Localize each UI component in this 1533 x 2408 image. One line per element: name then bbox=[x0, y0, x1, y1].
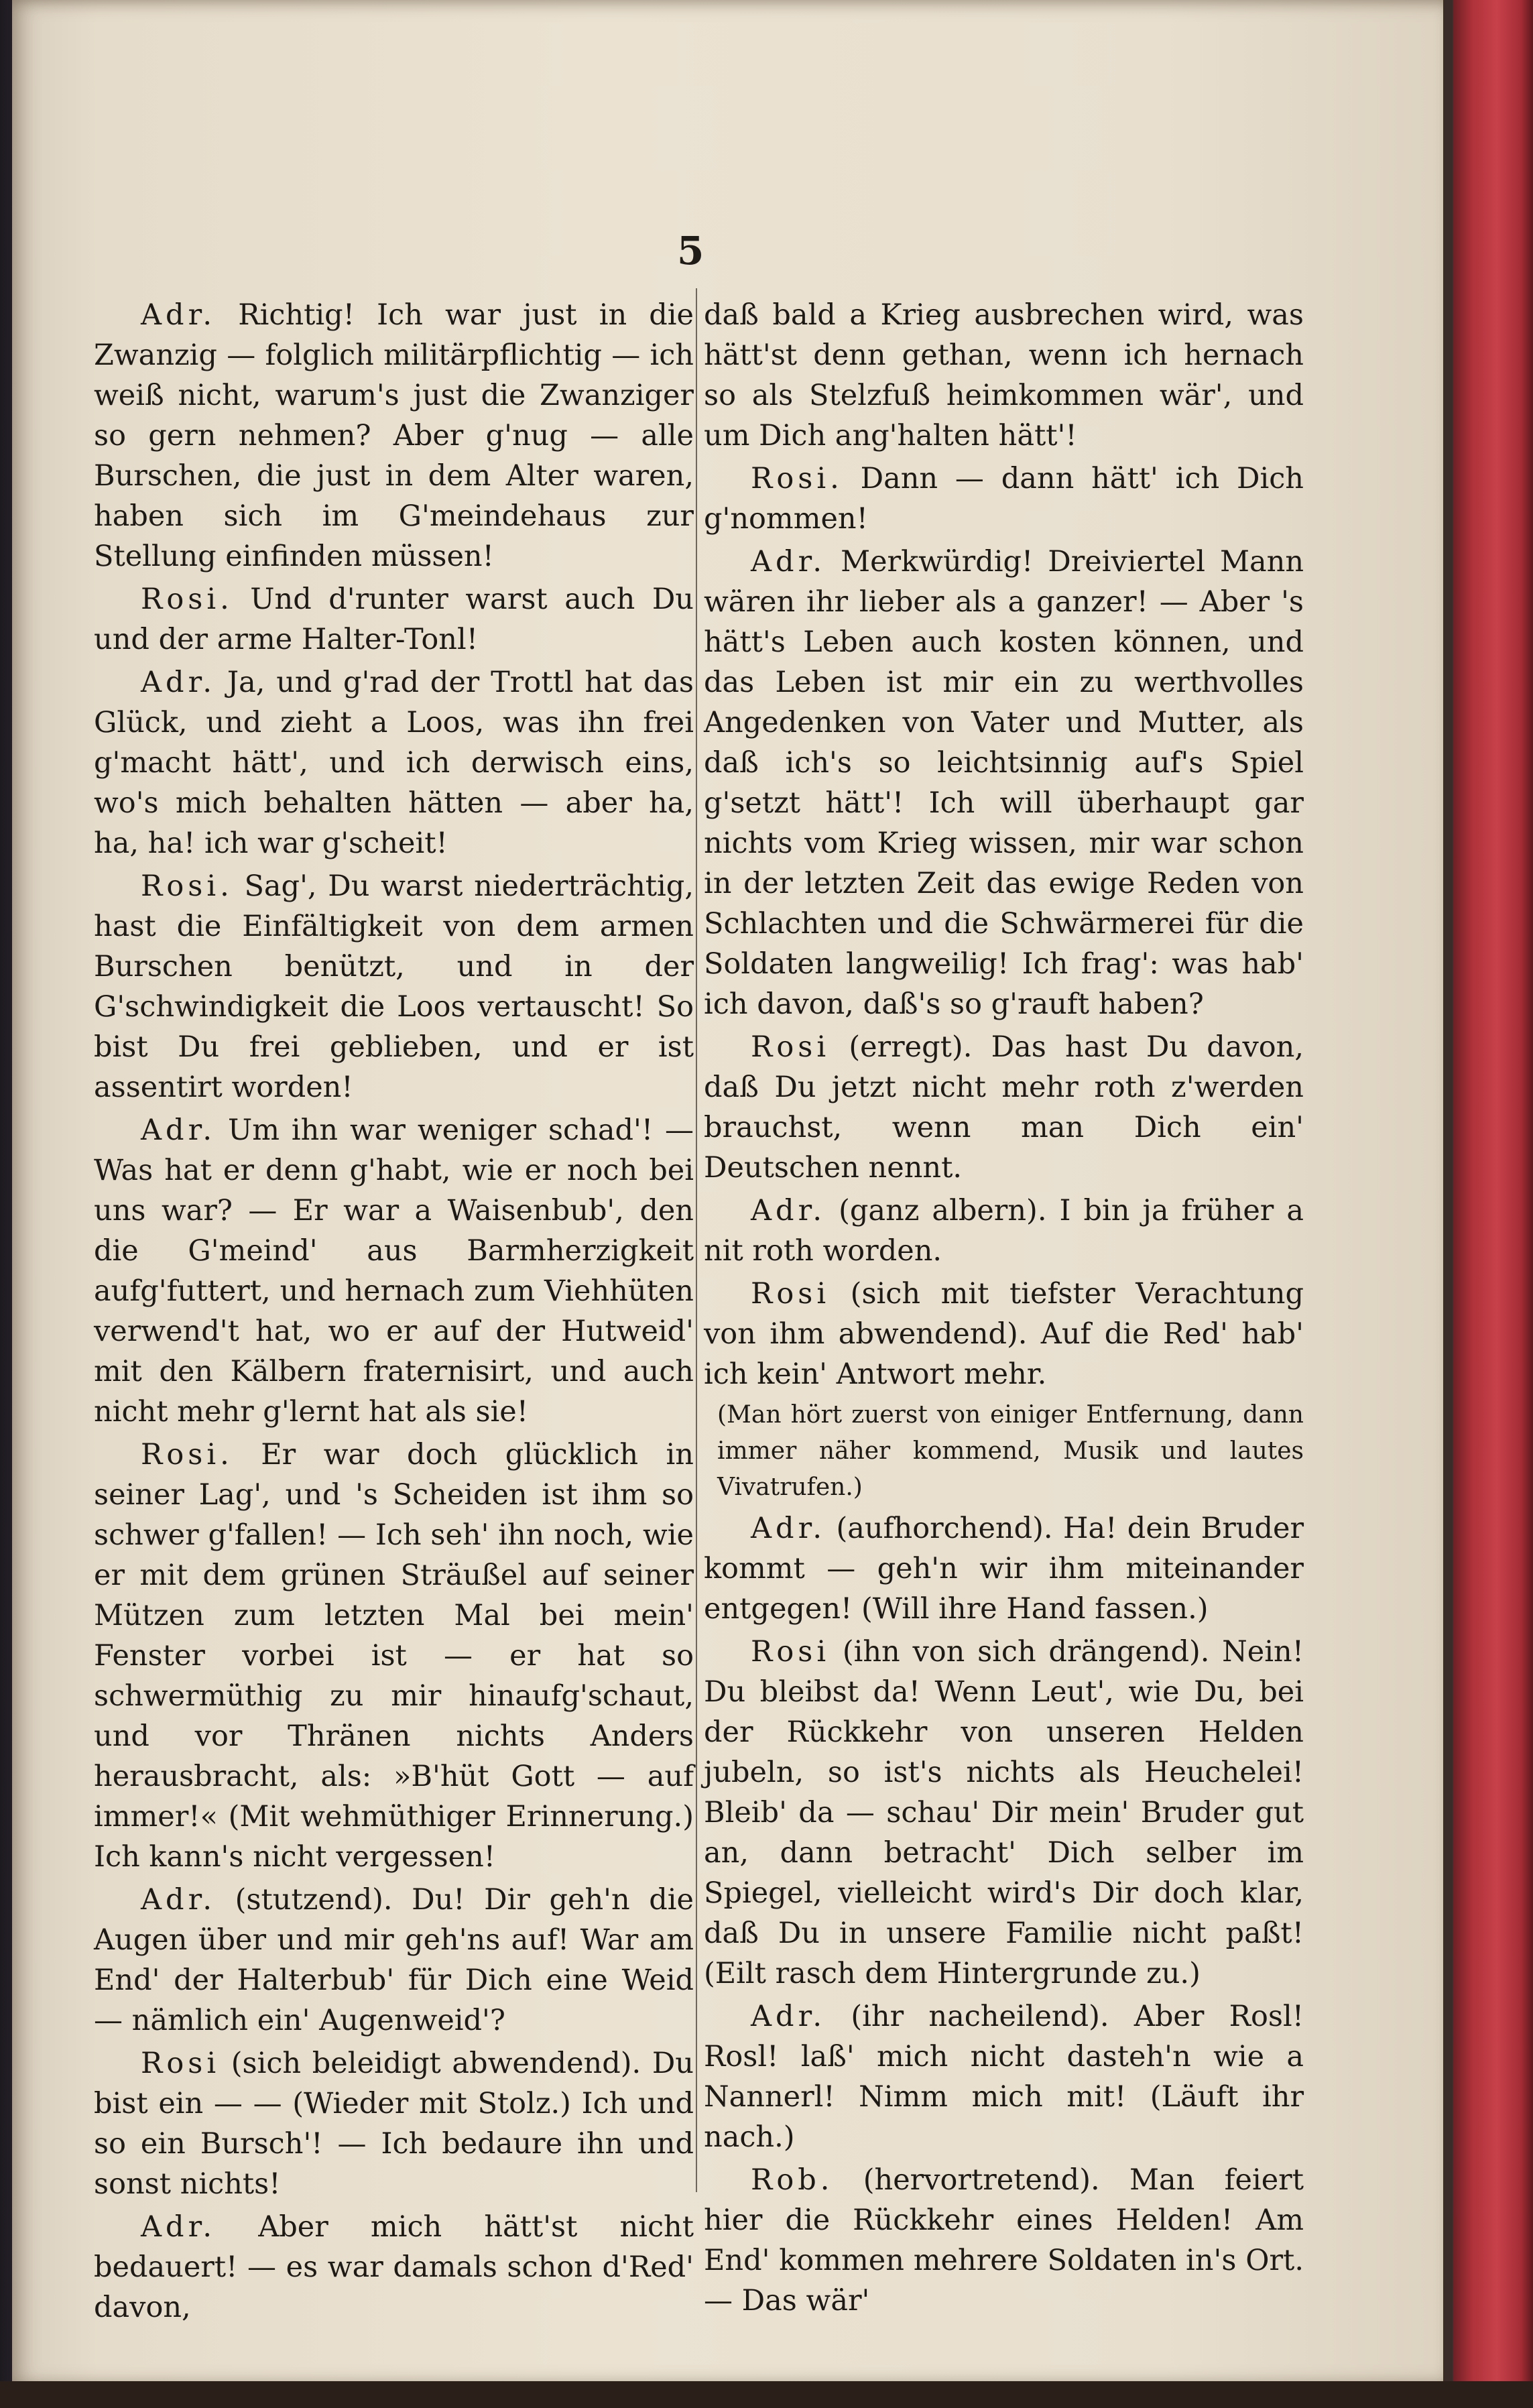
dialogue-line bbox=[94, 295, 694, 577]
right-column bbox=[704, 295, 1304, 2324]
dialogue-line bbox=[94, 662, 694, 863]
speaker-label: Adr. bbox=[141, 666, 217, 699]
stage-direction bbox=[704, 1397, 1304, 1506]
dialogue-text: (erregt). Das hast Du davon, daß Du jetzt nicht mehr roth z'werden brauchst, wenn man Dich ein' Deutschen nennt. bbox=[704, 1030, 1304, 1185]
left-column bbox=[94, 295, 694, 2330]
speaker-label: Rosi bbox=[751, 1277, 831, 1311]
dialogue-line bbox=[94, 2043, 694, 2204]
dialogue-continuation bbox=[704, 295, 1304, 456]
speaker-label: Adr. bbox=[141, 1113, 217, 1147]
dialogue-text: (sich mit tiefster Verachtung von ihm abwendend). Auf die Red' hab' ich kein' Antwort mehr. bbox=[704, 1277, 1304, 1391]
speaker-label: Adr. bbox=[751, 1512, 826, 1545]
dialogue-text: (stutzend). Du! Dir geh'n die Augen über und mir geh'ns auf! War am End' der Halterbub' für Dich eine Weid — nämlich ein' Augenweid'? bbox=[94, 1883, 694, 2037]
dialogue-text: (ganz albern). I bin ja früher a nit roth worden. bbox=[704, 1194, 1304, 1268]
dialogue-line bbox=[704, 1996, 1304, 2157]
dialogue-line bbox=[704, 542, 1304, 1024]
speaker-label: Adr. bbox=[141, 298, 217, 332]
dialogue-text: Aber mich hätt'st nicht bedauert! — es war damals schon d'Red' davon, bbox=[94, 2210, 694, 2324]
dialogue-text: Sag', Du warst niederträchtig, hast die Einfältigkeit von dem armen Burschen benützt, und in der G'schwindigkeit die Loos vertauscht! So bist Du frei geblieben, und er ist assentirt worden! bbox=[94, 869, 694, 1104]
dialogue-text: Und d'runter warst auch Du und der arme Halter-Tonl! bbox=[94, 583, 694, 656]
dialogue-line bbox=[94, 1435, 694, 1877]
dialogue-text: Merkwürdig! Dreiviertel Mann wären ihr lieber als a ganzer! — Aber 's hätt's Leben auch kosten können, und das Leben ist mir ein zu werthvolles Angedenken von Vater und Mutter, als daß ich's so leichtsinnig auf's Spiel g'setzt hätt'! Ich will überhaupt gar nichts vom Krieg wissen, mir war schon in der letzten Zeit das ewige Reden von Schlachten und die Schwärmerei für die Soldaten langweilig! Ich frag': was hab' ich davon, daß's so g'rauft haben? bbox=[704, 545, 1304, 1021]
dialogue-text: Ja, und g'rad der Trottl hat das Glück, und zieht a Loos, was ihn frei g'macht hätt', und ich derwisch eins, wo's mich behalten hätten — aber ha, ha, ha! ich war g'scheit! bbox=[94, 666, 694, 860]
dialogue-text: Dann — dann hätt' ich Dich g'nommen! bbox=[704, 462, 1304, 536]
dialogue-text: (ihn von sich drängend). Nein! Du bleibst da! Wenn Leut', wie Du, bei der Rückkehr von unseren Helden jubeln, so ist's nichts als Heuchelei! Bleib' da — schau' Dir mein' Bruder gut an, dann betracht' Dich selber im Spiegel, vielleicht wird's Dir doch klar, daß Du in unsere Familie nicht paßt! (Eilt rasch dem Hintergrunde zu.) bbox=[704, 1635, 1304, 1990]
dialogue-line bbox=[704, 1508, 1304, 1629]
speaker-label: Adr. bbox=[751, 2000, 826, 2033]
page-number: 5 bbox=[677, 228, 704, 274]
dialogue-text: Er war doch glücklich in seiner Lag', und 's Scheiden ist ihm so schwer g'fallen! — Ich seh' ihn noch, wie er mit dem grünen Sträußel auf seiner Mützen zum letzten Mal bei mein' Fenster vorbei ist — er hat so schwermüthig zu mir hinaufg'schaut, und vor Thränen nichts Anders herausbracht, als: »B'hüt Gott — auf immer!« (Mit wehmüthiger Erinnerung.) Ich kann's nicht vergessen! bbox=[94, 1438, 694, 1874]
speaker-label: Rob. bbox=[751, 2163, 834, 2197]
dialogue-text: Um ihn war weniger schad'! — Was hat er denn g'habt, wie er noch bei uns war? — Er war a Waisenbub', den die G'meind' aus Barmherzigkeit aufg'futtert, und hernach zum Viehhüten verwend't hat, wo er auf der Hutweid' mit den Kälbern fraternisirt, und auch nicht mehr g'lernt hat als sie! bbox=[94, 1113, 694, 1429]
speaker-label: Rosi. bbox=[141, 1438, 233, 1471]
speaker-label: Adr. bbox=[751, 545, 826, 579]
dialogue-line bbox=[94, 866, 694, 1107]
page-gutter bbox=[1443, 0, 1453, 2408]
dialogue-line bbox=[704, 1027, 1304, 1188]
dialogue-text: (aufhorchend). Ha! dein Bruder kommt — geh'n wir ihm miteinander entgegen! (Will ihre Hand fassen.) bbox=[704, 1512, 1304, 1626]
dialogue-line bbox=[704, 1274, 1304, 1394]
book-edge-red bbox=[1453, 0, 1533, 2408]
dialogue-line bbox=[704, 2160, 1304, 2321]
speaker-label: Rosi. bbox=[751, 462, 843, 495]
dialogue-text: (ihr nacheilend). Aber Rosl! Rosl! laß' mich nicht dasteh'n wie a Nannerl! Nimm mich mit! (Läuft ihr nach.) bbox=[704, 2000, 1304, 2154]
speaker-label: Rosi. bbox=[141, 869, 233, 903]
speaker-label: Rosi bbox=[751, 1635, 831, 1669]
dialogue-line bbox=[94, 1880, 694, 2041]
dialogue-line bbox=[704, 1632, 1304, 1994]
dialogue-line bbox=[704, 459, 1304, 539]
column-divider bbox=[696, 288, 697, 2192]
dialogue-line bbox=[94, 2207, 694, 2328]
stage-direction-text: (Man hört zuerst von einiger Entfernung, dann immer näher kommend, Musik und lautes Vivatrufen.) bbox=[717, 1401, 1304, 1501]
dialogue-text: Richtig! Ich war just in die Zwanzig — folglich militärpflichtig — ich weiß nicht, warum's just die Zwanziger so gern nehmen? Aber g'nug — alle Burschen, die just in dem Alter waren, haben sich im G'meindehaus zur Stellung einfinden müssen! bbox=[94, 298, 694, 573]
dialogue-text: (hervortretend). Man feiert hier die Rückkehr eines Helden! Am End' kommen mehrere Soldaten in's Ort. — Das wär' bbox=[704, 2163, 1304, 2317]
speaker-label: Adr. bbox=[141, 1883, 217, 1917]
speaker-label: Rosi bbox=[751, 1030, 831, 1064]
dialogue-line bbox=[704, 1191, 1304, 1271]
book-bottom-edge bbox=[0, 2381, 1533, 2408]
dialogue-line bbox=[94, 579, 694, 660]
speaker-label: Adr. bbox=[751, 1194, 826, 1227]
dialogue-line bbox=[94, 1110, 694, 1432]
speaker-label: Rosi bbox=[141, 2047, 221, 2080]
speaker-label: Rosi. bbox=[141, 583, 233, 616]
dialogue-text: (sich beleidigt abwendend). Du bist ein — — (Wieder mit Stolz.) Ich und so ein Bursch'! — Ich bedaure ihn und sonst nichts! bbox=[94, 2047, 694, 2201]
dialogue-text: daß bald a Krieg ausbrechen wird, was hätt'st denn gethan, wenn ich hernach so als Stelzfuß heimkommen wär', und um Dich ang'halten hätt'! bbox=[704, 298, 1304, 453]
speaker-label: Adr. bbox=[141, 2210, 217, 2244]
